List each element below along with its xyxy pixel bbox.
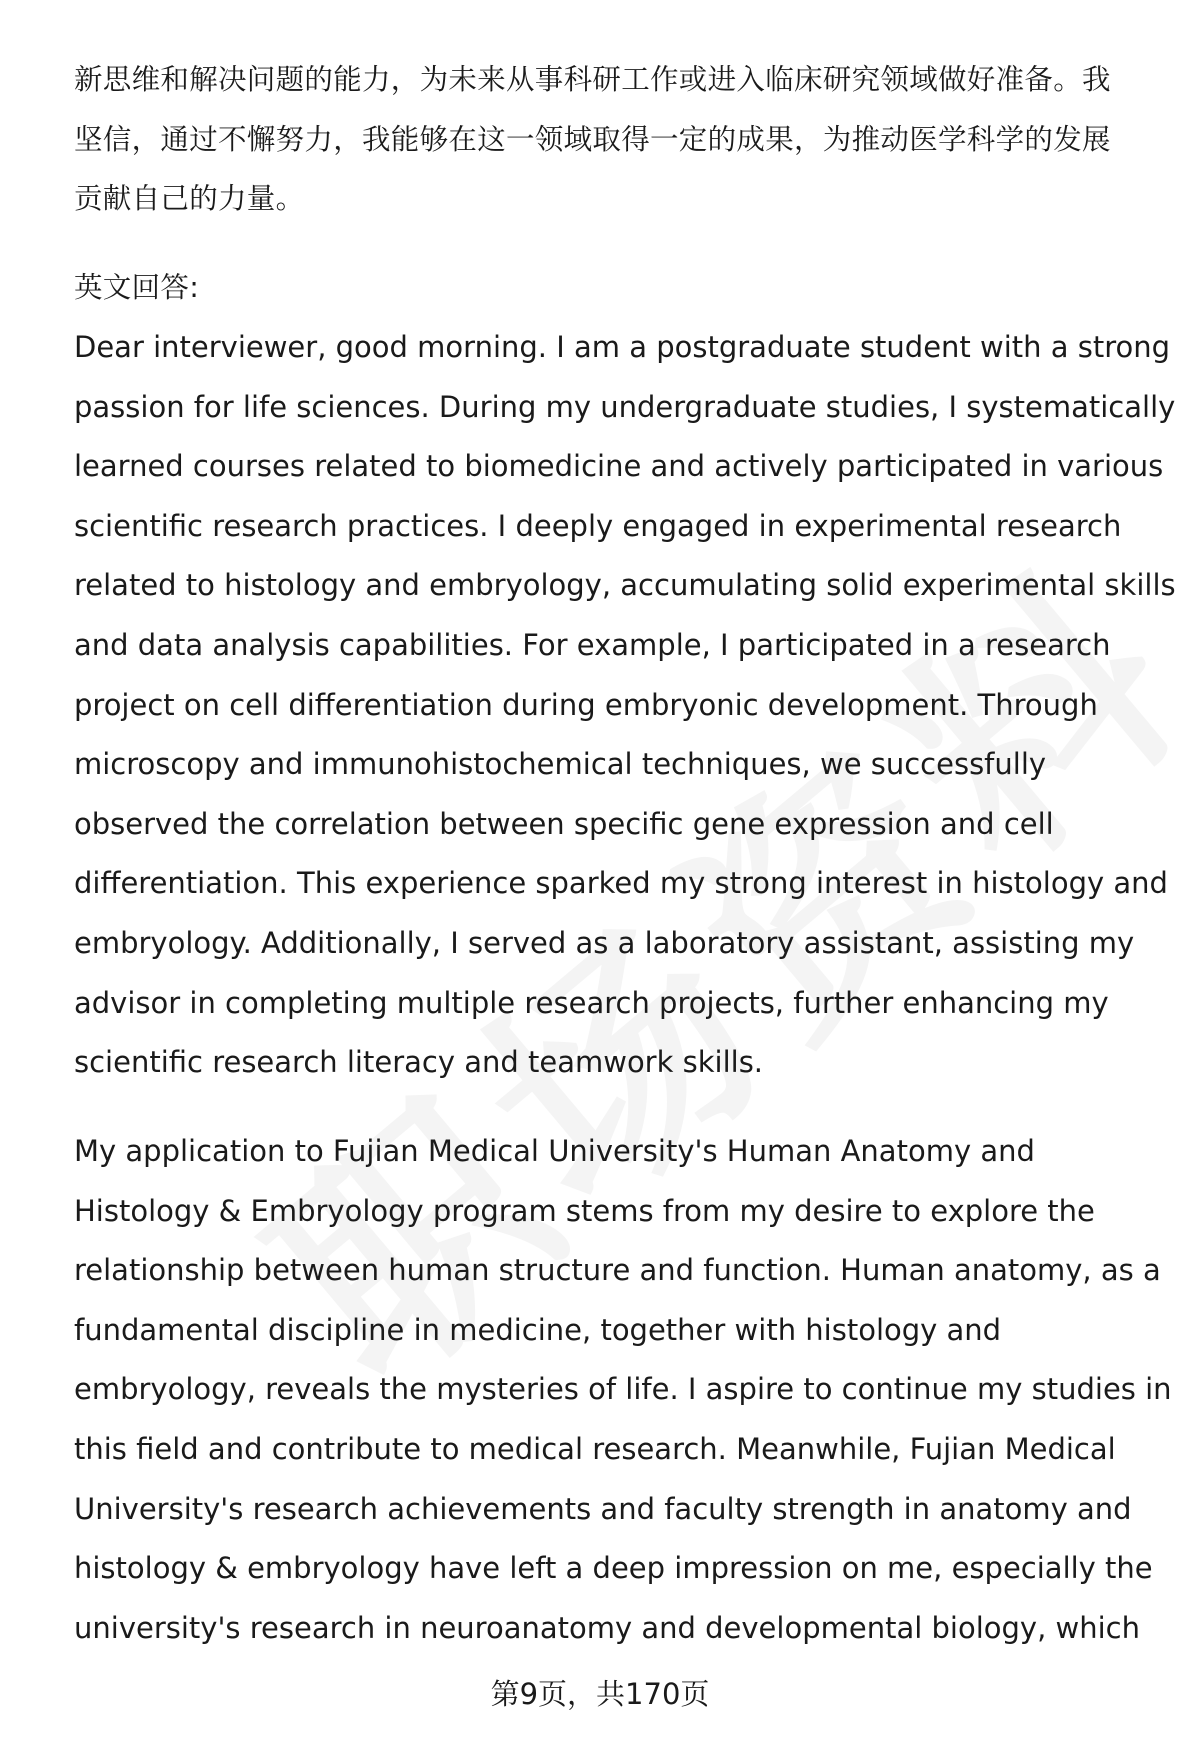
- text-line: and data analysis capabilities. For example, I participated in a research: [74, 627, 1111, 662]
- english-answer-label: 英文回答:: [74, 271, 200, 304]
- text-line: Histology & Embryology program stems from my desire to explore the: [74, 1193, 1095, 1228]
- english-paragraph-2: [74, 1122, 1172, 1658]
- page-number: 第9页，共170页: [490, 1677, 710, 1711]
- text-line: 新思维和解决问题的能力，为未来从事科研工作或进入临床研究领域做好准备。我: [74, 63, 1111, 96]
- text-line: project on cell differentiation during embryonic development. Through: [74, 687, 1098, 722]
- text-line: microscopy and immunohistochemical techniques, we successfully: [74, 747, 1047, 782]
- chinese-paragraph: [74, 50, 1160, 229]
- text-line: passion for life sciences. During my undergraduate studies, I systematically: [74, 389, 1176, 424]
- text-line: 贡献自己的力量。: [74, 182, 305, 216]
- text-line: observed the correlation between specific gene expression and cell: [74, 806, 1054, 841]
- english-paragraph-1: [74, 318, 1176, 1093]
- text-line: advisor in completing multiple research projects, further enhancing my: [74, 985, 1109, 1020]
- text-line: histology & embryology have left a deep impression on me, especially the: [74, 1551, 1153, 1586]
- text-line: embryology, reveals the mysteries of life. I aspire to continue my studies in: [74, 1372, 1172, 1407]
- text-line: learned courses related to biomedicine and actively participated in various: [74, 449, 1164, 484]
- section-label: [74, 258, 1160, 318]
- text-line: related to histology and embryology, accumulating solid experimental skills: [74, 568, 1176, 603]
- text-line: relationship between human structure and function. Human anatomy, as a: [74, 1253, 1161, 1288]
- text-line: fundamental discipline in medicine, together with histology and: [74, 1312, 1002, 1347]
- text-line: embryology. Additionally, I served as a laboratory assistant, assisting my: [74, 925, 1135, 960]
- text-line: differentiation. This experience sparked my strong interest in histology and: [74, 866, 1168, 901]
- text-line: Dear interviewer, good morning. I am a postgraduate student with a strong: [74, 330, 1171, 364]
- text-line: university's research in neuroanatomy and developmental biology, which: [74, 1610, 1140, 1645]
- text-line: scientific research practices. I deeply engaged in experimental research: [74, 508, 1122, 543]
- text-line: 坚信，通过不懈努力，我能够在这一领域取得一定的成果，为推动医学科学的发展: [74, 122, 1111, 156]
- text-line: scientific research literacy and teamwork skills.: [74, 1045, 764, 1080]
- text-line: My application to Fujian Medical University's Human Anatomy and: [74, 1134, 1035, 1168]
- text-line: University's research achievements and faculty strength in anatomy and: [74, 1491, 1132, 1526]
- text-line: this field and contribute to medical research. Meanwhile, Fujian Medical: [74, 1431, 1116, 1466]
